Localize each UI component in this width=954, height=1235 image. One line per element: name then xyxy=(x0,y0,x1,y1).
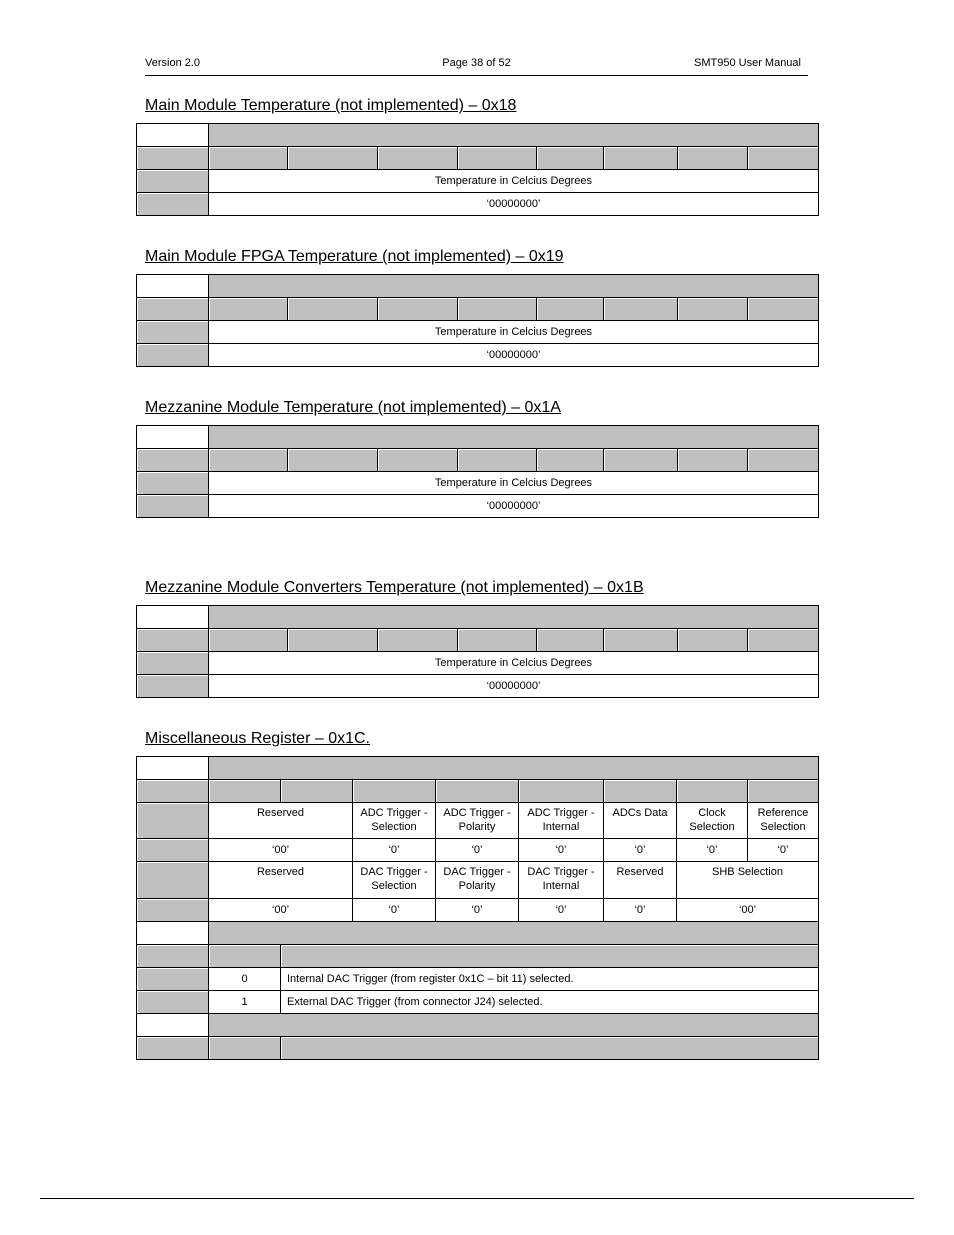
bit-field-default: ‘00’ xyxy=(209,899,353,922)
register-table-0x18 xyxy=(136,123,819,216)
bit-field-name: ADC Trigger - Polarity xyxy=(436,803,519,839)
register-table-0x1c xyxy=(136,756,819,1060)
bit-field-name: Clock Selection xyxy=(677,803,748,839)
register-table-0x1b xyxy=(136,605,819,698)
register-description: Temperature in Celcius Degrees xyxy=(209,652,819,675)
section-title-0x1b: Mezzanine Module Converters Temperature (not implemented) – 0x1B xyxy=(145,579,644,596)
section-title-0x1a: Mezzanine Module Temperature (not implemented) – 0x1A xyxy=(145,399,561,416)
bit-field-name: ADCs Data xyxy=(604,803,677,839)
page-header xyxy=(145,56,808,76)
bit-field-name: ADC Trigger - Internal xyxy=(519,803,604,839)
option-value: 1 xyxy=(209,991,281,1014)
bit-field-default: ‘0’ xyxy=(748,839,819,862)
register-description: Temperature in Celcius Degrees xyxy=(209,321,819,344)
section-title-0x19: Main Module FPGA Temperature (not implemented) – 0x19 xyxy=(145,248,564,265)
bit-field-default: ‘00’ xyxy=(209,839,353,862)
register-default-value: ‘00000000’ xyxy=(209,344,819,367)
header-manual-title: SMT950 User Manual xyxy=(694,57,801,69)
bit-field-default: ‘0’ xyxy=(604,839,677,862)
register-description: Temperature in Celcius Degrees xyxy=(209,170,819,193)
register-table-0x19 xyxy=(136,274,819,367)
footer-rule xyxy=(40,1198,914,1199)
bit-field-name: Reserved xyxy=(604,862,677,899)
bit-field-default: ‘0’ xyxy=(519,839,604,862)
bit-field-default: ‘0’ xyxy=(353,899,436,922)
header-version: Version 2.0 xyxy=(145,57,201,69)
bit-field-name: DAC Trigger - Polarity xyxy=(436,862,519,899)
bit-field-name: Reserved xyxy=(209,803,353,839)
register-default-value: ‘00000000’ xyxy=(209,675,819,698)
bit-field-default: ‘0’ xyxy=(677,839,748,862)
register-description: Temperature in Celcius Degrees xyxy=(209,472,819,495)
option-description: Internal DAC Trigger (from register 0x1C – bit 11) selected. xyxy=(281,968,819,991)
header-page-number: Page 38 of 52 xyxy=(442,57,511,69)
bit-field-name: ADC Trigger - Selection xyxy=(353,803,436,839)
option-value: 0 xyxy=(209,968,281,991)
option-description: External DAC Trigger (from connector J24) selected. xyxy=(281,991,819,1014)
bit-field-default: ‘00’ xyxy=(677,899,819,922)
bit-field-default: ‘0’ xyxy=(436,839,519,862)
bit-field-name: SHB Selection xyxy=(677,862,819,899)
bit-field-name: Reserved xyxy=(209,862,353,899)
bit-field-default: ‘0’ xyxy=(436,899,519,922)
bit-field-name: Reference Selection xyxy=(748,803,819,839)
bit-field-default: ‘0’ xyxy=(519,899,604,922)
bit-field-default: ‘0’ xyxy=(604,899,677,922)
bit-field-name: DAC Trigger - Internal xyxy=(519,862,604,899)
bit-field-name: DAC Trigger - Selection xyxy=(353,862,436,899)
section-title-0x1c: Miscellaneous Register – 0x1C. xyxy=(145,730,370,747)
bit-field-default: ‘0’ xyxy=(353,839,436,862)
register-default-value: ‘00000000’ xyxy=(209,495,819,518)
register-table-0x1a xyxy=(136,425,819,518)
register-default-value: ‘00000000’ xyxy=(209,193,819,216)
section-title-0x18: Main Module Temperature (not implemented) – 0x18 xyxy=(145,97,517,114)
